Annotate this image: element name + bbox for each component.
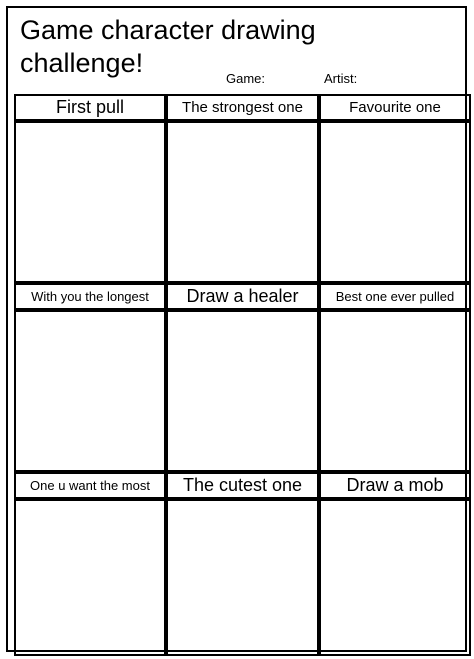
drawing-box-best-pulled[interactable] xyxy=(319,310,471,472)
drawing-box-longest[interactable] xyxy=(14,310,166,472)
prompt-label-first-pull: First pull xyxy=(14,94,166,121)
artist-label: Artist: xyxy=(324,71,358,86)
prompt-label-mob: Draw a mob xyxy=(319,472,471,499)
prompt-label-cutest: The cutest one xyxy=(166,472,319,499)
drawing-box-healer[interactable] xyxy=(166,310,319,472)
challenge-sheet xyxy=(6,6,467,652)
prompt-grid xyxy=(14,94,469,656)
prompt-label-favourite: Favourite one xyxy=(319,94,471,121)
drawing-box-cutest[interactable] xyxy=(166,499,319,656)
prompt-label-best-pulled: Best one ever pulled xyxy=(319,283,471,310)
prompt-label-want-most: One u want the most xyxy=(14,472,166,499)
sheet-title xyxy=(20,14,360,80)
drawing-box-favourite[interactable] xyxy=(319,121,471,283)
prompt-label-strongest: The strongest one xyxy=(166,94,319,121)
drawing-box-first-pull[interactable] xyxy=(14,121,166,283)
prompt-label-healer: Draw a healer xyxy=(166,283,319,310)
title-line-2: challenge! xyxy=(20,48,144,78)
drawing-box-mob[interactable] xyxy=(319,499,471,656)
drawing-box-strongest[interactable] xyxy=(166,121,319,283)
drawing-box-want-most[interactable] xyxy=(14,499,166,656)
title-line-1: Game character drawing xyxy=(20,15,316,45)
game-label: Game: xyxy=(226,71,266,86)
prompt-label-longest: With you the longest xyxy=(14,283,166,310)
